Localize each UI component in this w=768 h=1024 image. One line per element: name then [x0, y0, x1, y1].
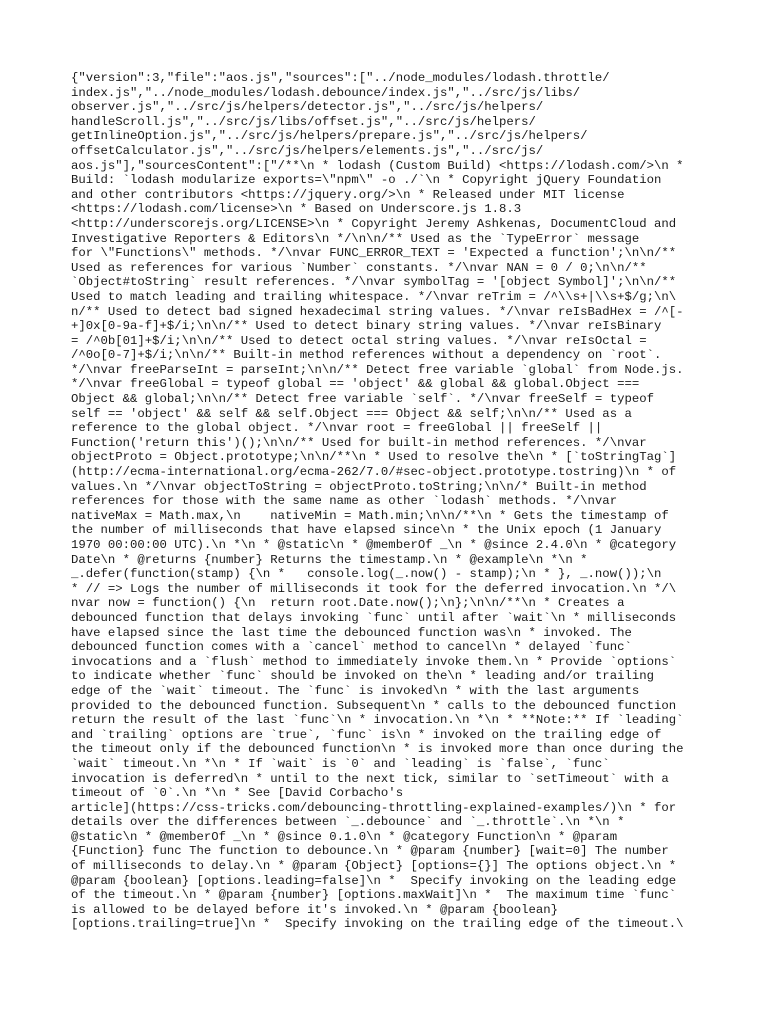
- text-line: _.defer(function(stamp) {\n * console.log(_.now() - stamp);\n * }, _.now());\n: [71, 567, 662, 582]
- text-line: `wait` timeout.\n *\n * If `wait` is `0` and `leading` is `false`, `func`: [71, 756, 610, 771]
- text-line: have elapsed since the last time the debounced function was\n * invoked. The: [71, 625, 632, 640]
- text-line: Used to match leading and trailing whitespace. */\nvar reTrim = /^\\s+|\\s+$/g;\n\: [71, 289, 677, 304]
- text-line: `Object#toString` result references. */\nvar symbolTag = '[object Symbol]';\n\n/**: [71, 275, 677, 290]
- text-line: aos.js"],"sourcesContent":["/**\n * lodash (Custom Build) <https://lodash.com/>\n *: [71, 158, 684, 173]
- text-line: [options.trailing=true]\n * Specify invoking on the trailing edge of the timeout.\: [71, 917, 684, 932]
- text-line: invocations and a `flush` method to immediately invoke them.\n * Provide `options`: [71, 654, 677, 669]
- text-line: +]0x[0-9a-f]+$/i;\n\n/** Used to detect binary string values. */\nvar reIsBinary: [71, 319, 662, 334]
- text-line: Investigative Reporters & Editors\n */\n\n/** Used as the `TypeError` message: [71, 231, 640, 246]
- text-line: * // => Logs the number of milliseconds it took for the deferred invocation.\n */\: [71, 581, 677, 596]
- text-line: <http://underscorejs.org/LICENSE>\n * Copyright Jeremy Ashkenas, DocumentCloud and: [71, 216, 677, 231]
- text-line: <https://lodash.com/license>\n * Based on Underscore.js 1.8.3: [71, 202, 522, 217]
- text-line: details over the differences between `_.debounce` and `_.throttle`.\n *\n *: [71, 815, 625, 830]
- text-line: article](https://css-tricks.com/debouncing-throttling-explained-examples/)\n * for: [71, 800, 677, 815]
- text-line: to indicate whether `func` should be invoked on the\n * leading and/or trailing: [71, 669, 654, 684]
- text-line: objectProto = Object.prototype;\n\n/**\n * Used to resolve the\n * [`toStringTag`]: [71, 450, 677, 465]
- text-line: timeout of `0`.\n *\n * See [David Corbacho's: [71, 786, 404, 801]
- text-line: of the timeout.\n * @param {number} [options.maxWait]\n * The maximum time `func`: [71, 888, 677, 903]
- document-page: [71, 71, 711, 932]
- text-line: edge of the `wait` timeout. The `func` is invoked\n * with the last arguments: [71, 683, 640, 698]
- text-line: is allowed to be delayed before it's invoked.\n * @param {boolean}: [71, 902, 559, 917]
- text-line: return the result of the last `func`\n * invocation.\n *\n * **Note:** If `leading`: [71, 713, 684, 728]
- text-line: Function('return this')();\n\n/** Used for built-in method references. */\nvar: [71, 435, 647, 450]
- text-line: Used as references for various `Number` constants. */\nvar NAN = 0 / 0;\n\n/**: [71, 260, 647, 275]
- text-line: getInlineOption.js","../src/js/helpers/prepare.js","../src/js/helpers/: [71, 129, 588, 144]
- text-line: {Function} func The function to debounce.\n * @param {number} [wait=0] The number: [71, 844, 669, 859]
- text-line: observer.js","../src/js/helpers/detector.js","../src/js/helpers/: [71, 100, 544, 115]
- source-map-text-block: [71, 71, 711, 932]
- text-line: reference to the global object. */\nvar root = freeGlobal || freeSelf ||: [71, 421, 603, 436]
- text-line: references for those with the same name as other `lodash` methods. */\nvar: [71, 494, 618, 509]
- text-line: */\nvar freeParseInt = parseInt;\n\n/** Detect free variable `global` from Node.js.: [71, 362, 684, 377]
- text-line: and other contributors <https://jquery.org/>\n * Released under MIT license: [71, 187, 625, 202]
- text-line: */\nvar freeGlobal = typeof global == 'object' && global && global.Object ===: [71, 377, 640, 392]
- text-line: the timeout only if the debounced function\n * is invoked more than once during the: [71, 742, 684, 757]
- text-line: 1970 00:00:00 UTC).\n *\n * @static\n * @memberOf _\n * @since 2.4.0\n * @category: [71, 538, 677, 552]
- text-line: Build: `lodash modularize exports=\"npm\" -o ./`\n * Copyright jQuery Foundation: [71, 173, 662, 188]
- text-line: of milliseconds to delay.\n * @param {Object} [options={}] The options object.\n *: [71, 859, 677, 874]
- text-line: (http://ecma-international.org/ecma-262/7.0/#sec-object.prototype.tostring)\n * of: [71, 465, 677, 480]
- text-line: @param {boolean} [options.leading=false]\n * Specify invoking on the leading edge: [71, 873, 677, 888]
- text-line: values.\n */\nvar objectToString = objectProto.toString;\n\n/* Built-in method: [71, 479, 647, 494]
- text-line: {"version":3,"file":"aos.js","sources":["../node_modules/lodash.throttle/: [71, 71, 610, 85]
- text-line: = /^0b[01]+$/i;\n\n/** Used to detect octal string values. */\nvar reIsOctal =: [71, 333, 647, 348]
- text-line: nativeMax = Math.max,\n nativeMin = Math.min;\n\n/**\n * Gets the timestamp of: [71, 508, 669, 523]
- text-line: handleScroll.js","../src/js/libs/offset.js","../src/js/helpers/: [71, 114, 536, 129]
- text-line: Object && global;\n\n/** Detect free variable `self`. */\nvar freeSelf = typeof: [71, 392, 654, 407]
- text-line: debounced function that delays invoking `func` until after `wait`\n * milliseconds: [71, 610, 677, 625]
- text-line: index.js","../node_modules/lodash.debounce/index.js","../src/js/libs/: [71, 85, 581, 100]
- text-line: n/** Used to detect bad signed hexadecimal string values. */\nvar reIsBadHex = /^[-: [71, 304, 684, 319]
- text-line: /^0o[0-7]+$/i;\n\n/** Built-in method references without a dependency on `root`.: [71, 348, 662, 363]
- text-line: debounced function comes with a `cancel` method to cancel\n * delayed `func`: [71, 640, 632, 655]
- text-line: Date\n * @returns {number} Returns the timestamp.\n * @example\n *\n *: [71, 552, 588, 567]
- text-line: the number of milliseconds that have elapsed since\n * the Unix epoch (1 January: [71, 523, 662, 538]
- text-line: self == 'object' && self && self.Object === Object && self;\n\n/** Used as a: [71, 406, 632, 421]
- text-line: and `trailing` options are `true`, `func` is\n * invoked on the trailing edge of: [71, 727, 662, 742]
- text-line: offsetCalculator.js","../src/js/helpers/elements.js","../src/js/: [71, 143, 544, 158]
- text-line: provided to the debounced function. Subsequent\n * calls to the debounced function: [71, 698, 677, 713]
- text-line: invocation is deferred\n * until to the next tick, similar to `setTimeout` with a: [71, 771, 669, 786]
- text-line: nvar now = function() {\n return root.Date.now();\n};\n\n/**\n * Creates a: [71, 596, 625, 611]
- text-line: for \"Functions\" methods. */\nvar FUNC_ERROR_TEXT = 'Expected a function';\n\n/**: [71, 246, 677, 261]
- text-line: @static\n * @memberOf _\n * @since 0.1.0\n * @category Function\n * @param: [71, 829, 618, 844]
